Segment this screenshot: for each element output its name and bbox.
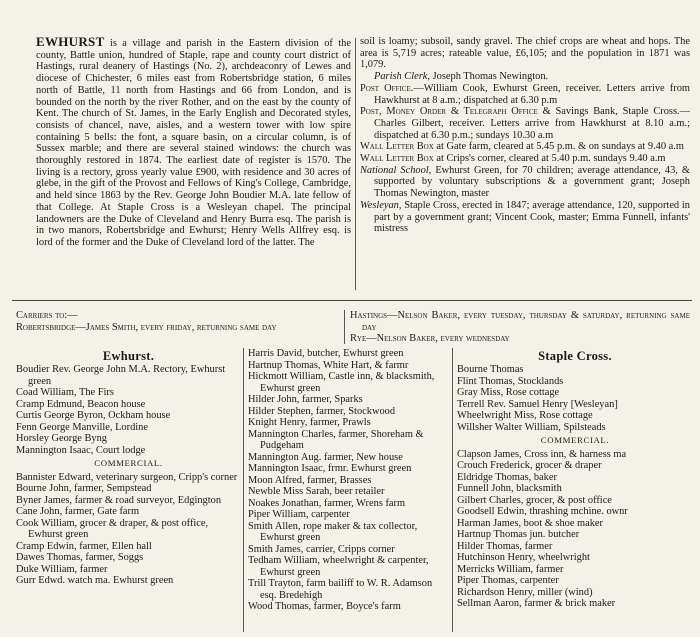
top-column-divider <box>355 38 356 290</box>
wall-letter-box-1 <box>360 141 690 153</box>
directory-entry: Noakes Jonathan, farmer, Wrens farm <box>248 497 406 509</box>
directory-entry: Mannington Isaac, Court lodge <box>16 444 146 456</box>
post-office <box>360 83 690 106</box>
directory-entry: Cook William, grocer & draper, & post office, Ewhurst green <box>16 517 209 541</box>
carriers-divider <box>344 310 345 344</box>
wall-letter-box-2 <box>360 153 690 165</box>
directory-entry: Harris David, butcher, Ewhurst green <box>248 348 404 359</box>
directory-entry: Bourne Thomas <box>457 364 524 375</box>
column-divider-1 <box>243 348 244 632</box>
directory-entry: Willsher Walter William, Spilsteads <box>457 421 606 433</box>
ewhurst-continued-column <box>248 348 448 613</box>
directory-entry: Moon Alfred, farmer, Brasses <box>248 474 372 486</box>
directory-entry: Flint Thomas, Stocklands <box>457 375 564 387</box>
money-order-label: Post, Money Order & Telegraph Office <box>360 106 538 118</box>
directory-entry: Crouch Frederick, grocer & draper <box>457 460 602 472</box>
carrier-hastings: Hastings—Nelson Baker, every tuesday, thursday & saturday, returning same day <box>350 310 690 333</box>
directory-entry: Mannington Isaac, frmr. Ewhurst green <box>248 463 412 474</box>
wall-box-2-label: Wall Letter Box <box>360 153 434 165</box>
staple-cross-private-list <box>457 364 693 433</box>
ewhurst-heading: Ewhurst. <box>102 349 155 363</box>
money-order-office <box>360 106 690 141</box>
national-school-text: Ewhurst Green, for 70 children; average attendance, 43, & supported by voluntary subscriptions & a government grant; Joseph Thomas Newington, master <box>374 164 690 200</box>
directory-entry: Fenn George Manville, Lordine <box>16 421 148 433</box>
directory-entry: Gurr Edwd. watch ma. Ewhurst green <box>16 575 174 587</box>
directory-entry: Newble Miss Sarah, beer retailer <box>248 486 385 497</box>
staple-cross-column <box>457 348 693 610</box>
directory-entry: Coad William, The Firs <box>16 387 114 398</box>
directory-entry: Hilder Stephen, farmer, Stockwood <box>248 405 396 417</box>
carrier-rye: Rye—Nelson Baker, every wednesday <box>350 333 510 345</box>
directory-entry: Hilder John, farmer, Sparks <box>248 394 363 405</box>
directory-entry: Cramp Edwin, farmer, Ellen hall <box>16 540 152 552</box>
directory-entry: Tedham William, wheelwright & carpenter, Ewhurst green <box>248 555 429 578</box>
directory-entry: Hutchinson Henry, wheelwright <box>457 552 590 564</box>
wall-box-1-text: at Gate farm, cleared at 5.45 p.m. & on sundays at 9.40 a.m <box>436 141 684 153</box>
soil-text: soil is loamy; subsoil, sandy gravel. The chief crops are wheat and hops. The area is 5,719 acres; rateable value, £6,105; and the population in 1871 was 1,079. <box>360 36 690 71</box>
directory-entry: Harman James, boot & shoe maker <box>457 517 604 529</box>
directory-entry: Piper William, carpenter <box>248 509 350 520</box>
directory-entry: Hilder Thomas, farmer <box>457 540 553 552</box>
column-divider-2 <box>452 348 453 632</box>
directory-entry: Cane John, farmer, Gate farm <box>16 506 140 518</box>
directory-entry: Terrell Rev. Samuel Henry [Wesleyan] <box>457 398 618 410</box>
parish-clerk-name: Joseph Thomas Newington. <box>432 71 549 83</box>
ewhurst-column <box>16 348 241 587</box>
directory-entry: Piper Thomas, carpenter <box>457 575 559 587</box>
directory-entry: Wood Thomas, farmer, Boyce's farm <box>248 601 401 612</box>
directory-entry: Clapson James, Cross inn, & harness ma <box>457 448 627 460</box>
directory-entry: Smith Allen, rope maker & tax collector, Ewhurst green <box>248 520 418 543</box>
parish-details-column <box>360 36 690 235</box>
wesleyan-text: Staple Cross, erected in 1847; average attendance, 120, supported in part by a government grant; Vincent Cook, master; Emma Funnell, infants' mistress <box>374 199 691 235</box>
ewhurst-private-list <box>16 364 241 456</box>
directory-entry: Sellman Aaron, farmer & brick maker <box>457 598 616 610</box>
carriers-right <box>350 310 690 345</box>
staple-cross-heading: Staple Cross. <box>538 349 612 363</box>
directory-entry: Mannington Charles, farmer, Shoreham & Pudgeham <box>248 428 424 451</box>
directory-entry: Goodsell Edwin, thrashing mchine. ownr <box>457 506 628 518</box>
directory-entry: Horsley George Byng <box>16 433 107 444</box>
directory-entry: Hartnup Thomas jun. butcher <box>457 529 580 541</box>
wesleyan-school <box>360 200 690 235</box>
ewhurst-commercial-list <box>16 472 241 587</box>
directory-entry: Richardson Henry, miller (wind) <box>457 586 593 598</box>
directory-entry: Mannington Aug. farmer, New house <box>248 451 403 463</box>
parish-description <box>36 36 351 249</box>
parish-intro-text: is a village and parish in the Eastern division of the county, Battle union, hundred of Staple, rape and county court district of Hastings, rural deanery of Hastings (No. 2), archdeaconry of Lewes and diocese of Chichester, 6 miles east from Robertsbridge station, 6 miles north of Battle, 11 north from Hastings and 66 from London, and is bounded on the north by the river Rother, and on the east by the county of Kent. The church of St. James, in the Early English and Decorated styles, consists of chancel, nave, aisles, and a western tower with low spire containing 5 bells: the font, a square basin, on a circular column, is of Sussex marble; and there are several stained windows: the church was thoroughly restored in 1874. The earliest date of register is 1570. The living is a rectory, gross yearly value £900, with residence and 30 acres of glebe, in the gift of the Provost and Fellows of King's College, Cambridge, and held since 1863 by the Rev. George John Boudier M.A. late fellow of that College. At Staple Cross is a Wesleyan chapel. The principal landowners are the Duke of Cleveland and Henry Burra esq. The parish is in two manors, Robertsbridge and Ewhurst; Henry Wells Allfrey esq. is lord of the former and the Duke of Cleveland lord of the latter. The <box>36 38 351 248</box>
directory-entry: Cramp Edmund, Beacon house <box>16 398 146 410</box>
directory-entry: Hickmott William, Castle inn, & blacksmith, Ewhurst green <box>248 371 435 394</box>
directory-entry: Dawes Thomas, farmer, Soggs <box>16 552 144 564</box>
directory-entry: Trill Trayton, farm bailiff to W. R. Adamson esq. Bredehigh <box>248 578 433 601</box>
national-school <box>360 165 690 200</box>
staple-cross-commercial-heading: COMMERCIAL. <box>540 435 610 445</box>
ewhurst-commercial-heading: COMMERCIAL. <box>94 458 163 468</box>
section-divider <box>12 300 692 301</box>
parish-description-column <box>36 36 351 249</box>
wall-box-1-label: Wall Letter Box <box>360 141 434 153</box>
directory-entry: Boudier Rev. George John M.A. Rectory, Ewhurst green <box>16 364 226 387</box>
directory-entry: Knight Henry, farmer, Prawls <box>248 417 371 428</box>
post-office-text: —William Cook, Ewhurst Green, receiver. Letters arrive from Hawkhurst at 8 a.m.; dispatched at 6.30 p.m <box>374 82 691 106</box>
post-office-label: Post Office. <box>360 82 414 94</box>
carrier-robertsbridge: Robertsbridge—James Smith, every friday, returning same day <box>16 321 277 333</box>
directory-entry: Wheelwright Miss, Rose cottage <box>457 410 593 421</box>
carriers-title: Carriers to:— <box>16 310 78 321</box>
parish-clerk-label: Parish Clerk, <box>374 71 430 83</box>
directory-entry: Byner James, farmer & road surveyor, Edgington <box>16 494 222 506</box>
ewhurst-continued-list <box>248 348 448 613</box>
directory-entry: Merricks William, farmer <box>457 563 564 575</box>
staple-cross-commercial-list <box>457 449 693 610</box>
national-school-label: National School, <box>360 164 432 176</box>
directory-entry: Gray Miss, Rose cottage <box>457 387 560 398</box>
directory-entry: Duke William, farmer <box>16 563 108 575</box>
wesleyan-label: Wesleyan, <box>360 199 402 211</box>
directory-entry: Eldridge Thomas, baker <box>457 471 557 483</box>
directory-entry: Bannister Edward, veterinary surgeon, Cripp's corner <box>16 471 238 483</box>
parish-clerk <box>360 71 690 83</box>
parish-heading: EWHURST <box>36 34 105 49</box>
directory-entry: Smith James, carrier, Cripps corner <box>248 543 395 555</box>
directory-entry: Hartnup Thomas, White Hart, & farmr <box>248 359 409 371</box>
directory-entry: Gilbert Charles, grocer, & post office <box>457 494 612 506</box>
directory-entry: Curtis George Byron, Ockham house <box>16 410 171 421</box>
money-order-text: & Savings Bank, Staple Cross.—Charles Gilbert, receiver. Letters arrive from Hawkhurst at 8.10 a.m.; dispatched at 6.30 p.m.; sundays 10.30 a.m <box>374 106 690 141</box>
directory-entry: Funnell John, blacksmith <box>457 483 562 495</box>
wall-box-2-text: at Crips's corner, cleared at 5.40 p.m. sundays 9.40 a.m <box>436 153 666 165</box>
carriers-left <box>16 310 338 333</box>
directory-entry: Bourne John, farmer, Sempstead <box>16 483 152 495</box>
